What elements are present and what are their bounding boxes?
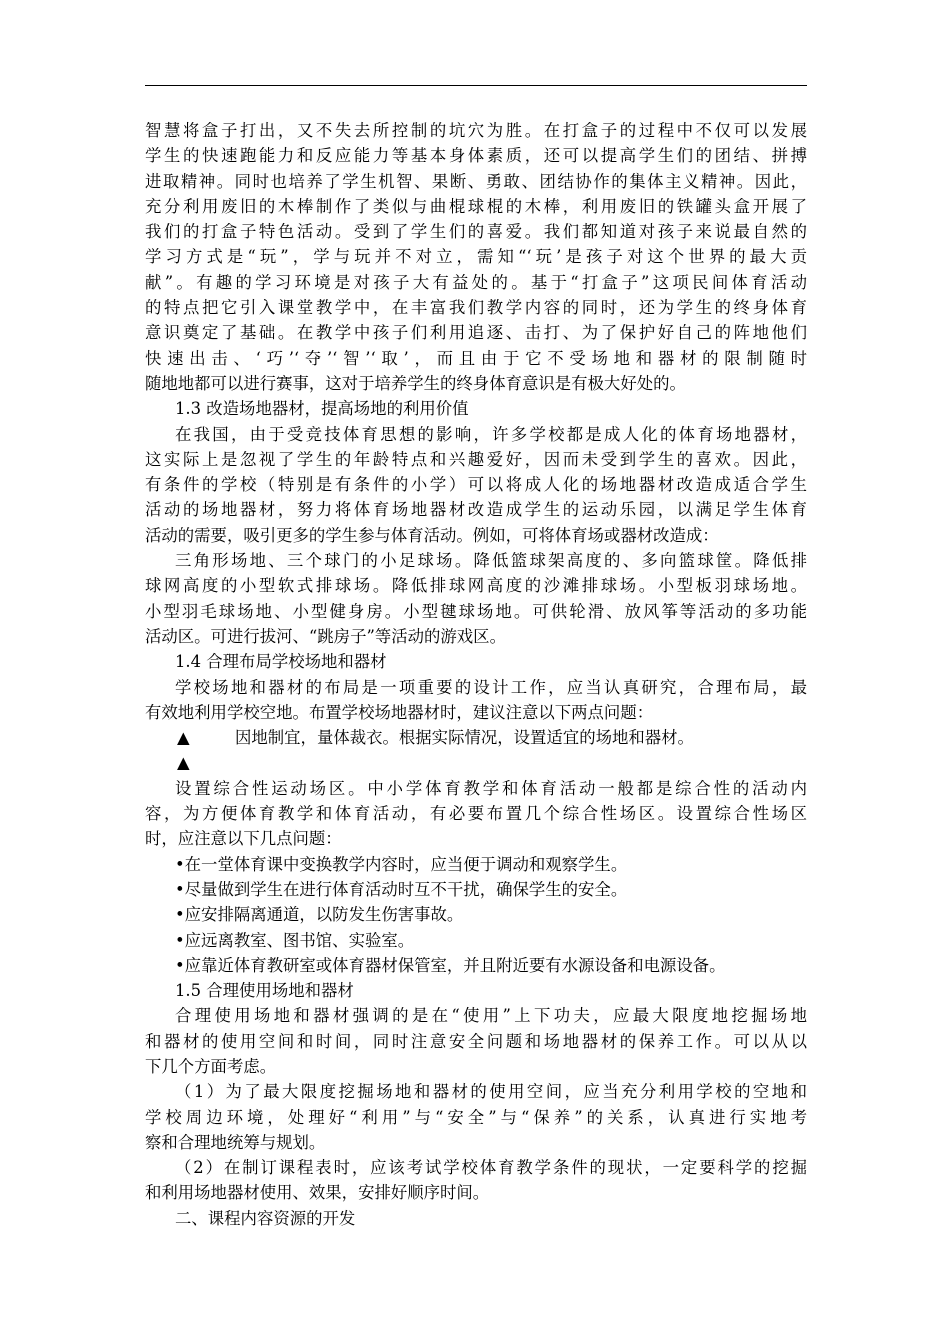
text-line: 和器材的使用空间和时间，同时注意安全问题和场地器材的保养工作。可以从以 (145, 1031, 807, 1051)
text-line: 进取精神。同时也培养了学生机智、果断、勇敢、团结协作的集体主义精神。因此， (145, 171, 807, 191)
text-line: 学习方式是“玩”，学与玩并不对立，需知“‘玩’是孩子对这个世界的最大贡 (145, 247, 807, 267)
triangle-list-item (145, 750, 807, 775)
text-line: 活动的需要，吸引更多的学生参与体育活动。例如，可将体育场或器材改造成： (145, 525, 719, 545)
paragraph (145, 548, 807, 649)
triangle-bullet-icon: ▲ (177, 753, 190, 773)
text-line: 学生的快速跑能力和反应能力等基本身体素质，还可以提高学生们的团结、拼搏 (145, 146, 807, 166)
document-body (145, 118, 807, 1231)
text-line: 三角形场地、三个球门的小足球场。降低篮球架高度的、多向篮球筐。降低排 (175, 551, 807, 571)
text-line: 活动的场地器材，努力将体育场地器材改造成学生的运动乐园，以满足学生体育 (145, 500, 807, 520)
text-line: •在一堂体育课中变换教学内容时，应当便于调动和观察学生。 (175, 854, 628, 874)
paragraph (145, 978, 807, 1003)
header-rule (145, 85, 807, 86)
text-line: 1.5 合理使用场地和器材 (175, 981, 354, 1001)
text-line: 有效地利用学校空地。布置学校场地器材时，建议注意以下两点问题： (145, 702, 654, 722)
paragraph (145, 396, 807, 421)
text-line: 的特点把它引入课堂教学中，在丰富我们教学内容的同时，还为学生的终身体育 (145, 298, 807, 318)
text-line: 意识奠定了基础。在教学中孩子们利用追逐、击打、为了保护好自己的阵地他们 (145, 323, 807, 343)
text-line: 设置综合性运动场区。中小学体育教学和体育活动一般都是综合性的活动内 (175, 778, 807, 798)
text-line: •应靠近体育教研室或体育器材保管室，并且附近要有水源设备和电源设备。 (175, 955, 726, 975)
text-line: 献”。有趣的学习环境是对孩子大有益处的。基于“打盒子”这项民间体育活动 (145, 272, 807, 292)
text-line: 球网高度的小型软式排球场。降低排球网高度的沙滩排球场。小型板羽球场地。 (145, 576, 807, 596)
paragraph (145, 675, 807, 726)
text-line: 合理使用场地和器材强调的是在“使用”上下功夫，应最大限度地挖掘场地 (175, 1006, 807, 1026)
text-line: 时，应注意以下几点问题： (145, 829, 342, 849)
text-line: 这实际上是忽视了学生的年龄特点和兴趣爱好，因而未受到学生的喜欢。因此， (145, 449, 807, 469)
text-line: 有条件的学校（特别是有条件的小学）可以将成人化的场地器材改造成适合学生 (145, 475, 807, 495)
text-line: 和利用场地器材使用、效果，安排好顺序时间。 (145, 1183, 490, 1203)
paragraph (145, 852, 807, 978)
text-line: 小型羽毛球场地、小型健身房。小型毽球场地。可供轮滑、放风筝等活动的多功能 (145, 601, 807, 621)
triangle-list-item (145, 725, 807, 750)
triangle-item-text: 因地制宜，量体裁衣。根据实际情况，设置适宜的场地和器材。 (235, 728, 694, 748)
text-line: 活动区。可进行拔河、“跳房子”等活动的游戏区。 (145, 626, 506, 646)
text-line: 我们的打盒子特色活动。受到了学生们的喜爱。我们都知道对孩子来说最自然的 (145, 222, 807, 242)
text-line: 1.4 合理布局学校场地和器材 (175, 652, 387, 672)
text-line: 容，为方便体育教学和体育活动，有必要布置几个综合性场区。设置综合性场区 (145, 804, 807, 824)
paragraph (145, 649, 807, 674)
text-line: 充分利用废旧的木棒制作了类似与曲棍球棍的木棒，利用废旧的铁罐头盒开展了 (145, 196, 807, 216)
paragraph (145, 118, 807, 396)
text-line: 快速出击、‘巧’‘夺’‘智’‘取’，而且由于它不受场地和器材的限制随时 (145, 348, 807, 368)
text-line: 学校周边环境，处理好“利用”与“安全”与“保养”的关系，认真进行实地考 (145, 1107, 807, 1127)
text-line: 下几个方面考虑。 (145, 1056, 277, 1076)
paragraph (145, 1079, 807, 1155)
text-line: 1.3 改造场地器材，提高场地的利用价值 (175, 399, 469, 419)
text-line: 随地地都可以进行赛事，这对于培养学生的终身体育意识是有极大好处的。 (145, 373, 686, 393)
paragraph (145, 1206, 807, 1231)
text-line: 学校场地和器材的布局是一项重要的设计工作，应当认真研究，合理布局，最 (175, 677, 807, 697)
text-line: （2）在制订课程表时，应该考试学校体育教学条件的现状，一定要科学的挖掘 (175, 1158, 807, 1178)
paragraph (145, 776, 807, 852)
text-line: （1）为了最大限度挖掘场地和器材的使用空间，应当充分利用学校的空地和 (175, 1082, 807, 1102)
text-line: 智慧将盒子打出，又不失去所控制的坑穴为胜。在打盒子的过程中不仅可以发展 (145, 121, 807, 140)
paragraph (145, 422, 807, 548)
text-line: 在我国，由于受竞技体育思想的影响，许多学校都是成人化的体育场地器材， (175, 424, 807, 444)
text-line: •应安排隔离通道，以防发生伤害事故。 (175, 905, 464, 925)
triangle-bullet-icon: ▲ (177, 728, 190, 748)
paragraph (145, 1003, 807, 1079)
text-line: 二、课程内容资源的开发 (175, 1208, 356, 1228)
text-line: •应远离教室、图书馆、实验室。 (175, 930, 415, 950)
paragraph (145, 1155, 807, 1206)
text-line: •尽量做到学生在进行体育活动时互不干扰，确保学生的安全。 (175, 879, 628, 899)
text-line: 察和合理地统筹与规划。 (145, 1132, 326, 1152)
